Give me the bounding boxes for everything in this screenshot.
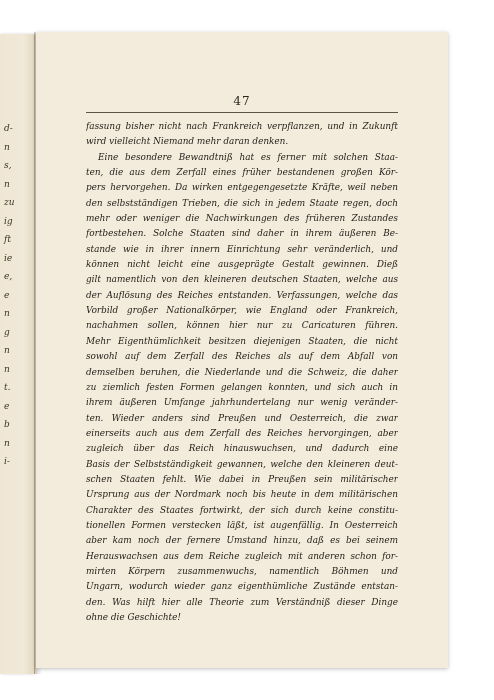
left-page-fragment: g	[4, 327, 10, 338]
text-line: Charakter des Staates fortwirkt, der sich durch keine constitu-	[86, 505, 398, 516]
text-line: Ungarn, wodurch wieder ganz eigenthümliche Zustände entstan-	[86, 582, 398, 593]
text-line: tionellen Formen verstecken läßt, ist augenfällig. In Oesterreich	[86, 520, 398, 531]
text-line: Basis der Selbstständigkeit gewannen, welche den kleineren deut-	[86, 459, 398, 470]
text-line: ihrem äußeren Umfange jahrhundertelang nur wenig veränder-	[86, 398, 398, 409]
left-page-fragment: i-	[4, 457, 10, 467]
left-page-fragment: n	[4, 179, 10, 190]
left-page-fragment: ft	[4, 235, 11, 245]
text-line: gilt namentlich von den kleineren deutschen Staaten, welche aus	[86, 275, 398, 286]
text-line: ten, die aus dem Zerfall eines früher bestandenen großen Kör-	[86, 168, 398, 179]
text-line: Herauswachsen aus dem Reiche zugleich mit anderen schon for-	[86, 551, 398, 562]
text-line: mehr oder weniger die Nachwirkungen des früheren Zustandes	[86, 214, 398, 225]
text-line: nachahmen sollen, können hier nur zu Caricaturen führen.	[86, 321, 398, 332]
text-line: einerseits auch aus dem Zerfall des Reiches hervorgingen, aber	[86, 428, 398, 439]
left-page-fragment: n	[4, 438, 10, 449]
text-line: ohne die Geschichte!	[86, 613, 181, 623]
text-line: Eine besondere Bewandtniß hat es ferner mit solchen Staa-	[98, 152, 398, 163]
text-line: zu ziemlich festen Formen gelangen konnten, und sich auch in	[86, 382, 398, 393]
text-line: fortbestehen. Solche Staaten sind daher in ihrem äußeren Be-	[86, 229, 398, 240]
left-page-fragment: b	[4, 420, 10, 430]
header-rule	[86, 112, 398, 113]
book-page	[36, 32, 448, 668]
text-line: pers hervorgehen. Da wirken entgegengesetzte Kräfte, weil neben	[86, 183, 398, 194]
left-page-fragment: e	[4, 401, 10, 412]
left-page-fragment: n	[4, 346, 10, 356]
left-page-fragment: n	[4, 364, 10, 375]
text-line: den. Was hilft hier alle Theorie zum Verständniß dieser Dinge	[86, 597, 398, 608]
left-page-fragment: d-	[4, 124, 13, 134]
text-line: schen Staaten fehlt. Wie dabei in Preußen sein militärischer	[86, 474, 398, 485]
left-page-fragment: zu	[4, 198, 15, 208]
left-page-fragment: e	[4, 290, 10, 301]
text-line: fassung bisher nicht nach Frankreich verpflanzen, und in Zukunft	[86, 122, 398, 132]
text-line: der Auflösung des Reiches entstanden. Verfassungen, welche das	[86, 290, 398, 301]
text-line: Vorbild großer Nationalkörper, wie England oder Frankreich,	[86, 306, 398, 317]
left-page-fragment: ig	[4, 216, 13, 227]
left-page-fragment: s,	[4, 161, 12, 171]
text-line: Mehr Eigenthümlichkeit besitzen diejenigen Staaten, die nicht	[86, 336, 398, 347]
text-line: mirten Körpern zusammenwuchs, namentlich Böhmen und	[86, 566, 398, 577]
previous-page-edge	[0, 34, 35, 674]
text-line: ten. Wieder anders sind Preußen und Oesterreich, die zwar	[86, 413, 398, 424]
page-number: 47	[233, 94, 251, 108]
text-line: aber kam noch der fernere Umstand hinzu, daß es bei seinem	[86, 536, 398, 547]
left-page-fragment: ie	[4, 253, 13, 264]
text-line: sowohl auf dem Zerfall des Reiches als auf dem Abfall von	[86, 352, 398, 363]
left-page-fragment: n	[4, 309, 10, 319]
text-line: können nicht leicht eine ausgeprägte Gestalt gewinnen. Dieß	[86, 260, 398, 271]
body-text	[86, 120, 398, 626]
text-line: Ursprung aus der Nordmark noch bis heute in dem militärischen	[86, 490, 398, 501]
text-line: den selbstständigen Trieben, die sich in jedem Staate regen, doch	[86, 198, 398, 209]
text-line: stande wie in ihrer innern Einrichtung sehr veränderlich, und	[86, 244, 398, 255]
left-page-fragment: t.	[4, 383, 11, 393]
text-line: wird vielleicht Niemand mehr daran denken.	[86, 137, 289, 148]
text-line: zugleich über das Reich hinauswuchsen, und dadurch eine	[86, 444, 398, 455]
left-page-fragment: n	[4, 142, 10, 153]
text-line: demselben beruhen, die Niederlande und die Schweiz, die daher	[86, 367, 398, 378]
left-page-fragment: e,	[4, 272, 13, 282]
